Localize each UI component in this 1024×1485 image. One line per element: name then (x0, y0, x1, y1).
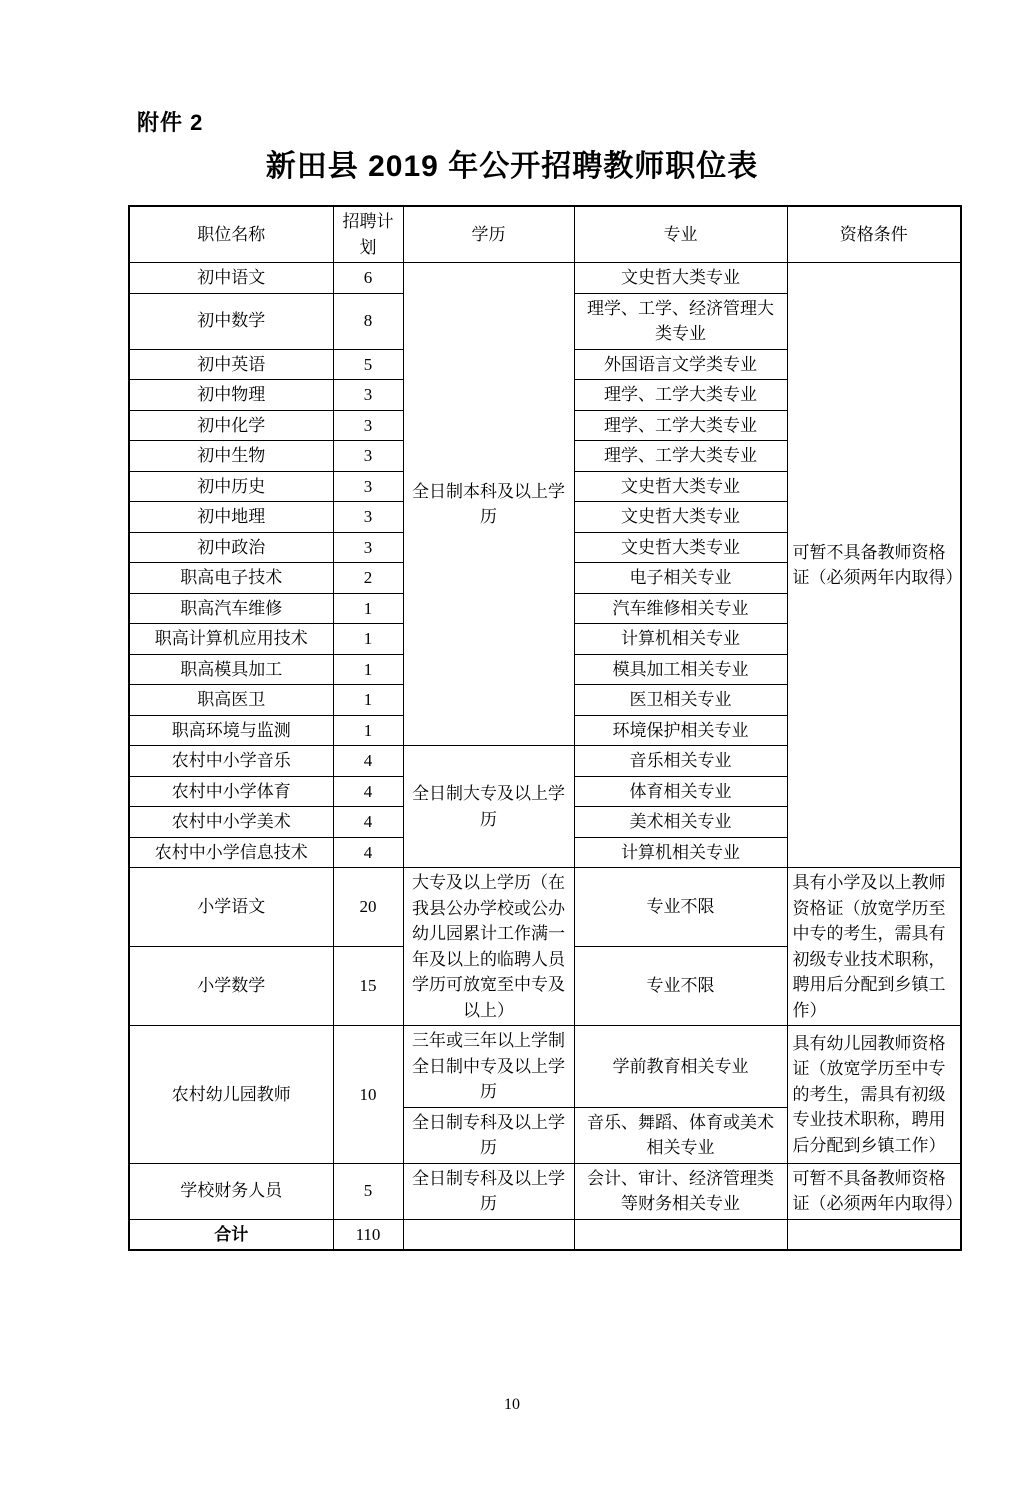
major-cell: 汽车维修相关专业 (574, 593, 787, 624)
plan-count-cell: 15 (333, 947, 403, 1026)
major-cell: 美术相关专业 (574, 807, 787, 838)
education-cell: 大专及以上学历（在我县公办学校或公办幼儿园累计工作满一年及以上的临聘人员学历可放宽至中专及以上） (403, 868, 574, 1026)
qualification-cell: 具有幼儿园教师资格证（放宽学历至中专的考生，需具有初级专业技术职称，聘用后分配到乡镇工作） (787, 1026, 961, 1164)
job-positions-table (128, 205, 962, 1251)
position-name-cell: 初中数学 (129, 293, 333, 349)
plan-count-cell: 6 (333, 263, 403, 294)
major-cell: 理学、工学大类专业 (574, 441, 787, 472)
plan-count-cell: 5 (333, 349, 403, 380)
table-row (129, 1163, 961, 1219)
table-row (129, 1219, 961, 1250)
plan-count-cell: 1 (333, 715, 403, 746)
position-name-cell: 职高汽车维修 (129, 593, 333, 624)
major-cell: 专业不限 (574, 947, 787, 1026)
major-cell: 计算机相关专业 (574, 837, 787, 868)
page-title: 新田县 2019 年公开招聘教师职位表 (265, 150, 759, 183)
major-cell: 理学、工学、经济管理大类专业 (574, 293, 787, 349)
position-name-cell: 学校财务人员 (129, 1163, 333, 1219)
plan-count-cell: 1 (333, 593, 403, 624)
plan-count-cell: 3 (333, 410, 403, 441)
position-name-cell: 初中政治 (129, 532, 333, 563)
position-name-cell: 初中物理 (129, 380, 333, 411)
plan-count-cell: 3 (333, 441, 403, 472)
header-row (129, 206, 961, 263)
plan-count-cell: 5 (333, 1163, 403, 1219)
major-cell: 外国语言文学类专业 (574, 349, 787, 380)
qualification-cell (787, 1219, 961, 1250)
major-cell: 文史哲大类专业 (574, 532, 787, 563)
plan-count-cell: 4 (333, 807, 403, 838)
column-header-position-name: 职位名称 (129, 206, 333, 263)
position-name-cell: 职高环境与监测 (129, 715, 333, 746)
table-row (129, 868, 961, 947)
position-name-cell: 农村幼儿园教师 (129, 1026, 333, 1164)
education-cell: 全日制本科及以上学历 (403, 263, 574, 746)
education-cell: 全日制专科及以上学历 (403, 1107, 574, 1163)
plan-count-cell: 1 (333, 624, 403, 655)
major-cell: 医卫相关专业 (574, 685, 787, 716)
column-header-qualification: 资格条件 (787, 206, 961, 263)
plan-count-cell: 1 (333, 685, 403, 716)
position-name-cell: 职高模具加工 (129, 654, 333, 685)
major-cell: 计算机相关专业 (574, 624, 787, 655)
table-row (129, 263, 961, 294)
position-name-cell: 初中英语 (129, 349, 333, 380)
position-name-cell: 初中地理 (129, 502, 333, 533)
major-cell: 环境保护相关专业 (574, 715, 787, 746)
plan-count-cell: 4 (333, 776, 403, 807)
table-body (129, 263, 961, 1251)
major-cell: 学前教育相关专业 (574, 1026, 787, 1108)
major-cell: 文史哲大类专业 (574, 502, 787, 533)
position-name-cell: 初中化学 (129, 410, 333, 441)
position-name-cell: 初中语文 (129, 263, 333, 294)
qualification-cell: 可暂不具备教师资格证（必须两年内取得） (787, 263, 961, 868)
position-name-cell: 农村中小学信息技术 (129, 837, 333, 868)
major-cell: 文史哲大类专业 (574, 471, 787, 502)
plan-count-cell: 3 (333, 502, 403, 533)
plan-count-cell: 8 (333, 293, 403, 349)
qualification-cell: 具有小学及以上教师资格证（放宽学历至中专的考生，需具有初级专业技术职称，聘用后分配到乡镇工作） (787, 868, 961, 1026)
plan-count-cell: 4 (333, 837, 403, 868)
position-name-cell: 农村中小学音乐 (129, 746, 333, 777)
position-name-cell: 职高计算机应用技术 (129, 624, 333, 655)
major-cell: 文史哲大类专业 (574, 263, 787, 294)
major-cell: 体育相关专业 (574, 776, 787, 807)
plan-count-cell: 20 (333, 868, 403, 947)
major-cell: 音乐、舞蹈、体育或美术相关专业 (574, 1107, 787, 1163)
major-cell: 模具加工相关专业 (574, 654, 787, 685)
column-header-education: 学历 (403, 206, 574, 263)
column-header-plan-count: 招聘计划 (333, 206, 403, 263)
plan-count-cell: 10 (333, 1026, 403, 1164)
position-name-cell: 小学语文 (129, 868, 333, 947)
position-name-cell: 合计 (129, 1219, 333, 1250)
major-cell: 理学、工学大类专业 (574, 380, 787, 411)
position-name-cell: 初中生物 (129, 441, 333, 472)
position-name-cell: 小学数学 (129, 947, 333, 1026)
plan-count-cell: 110 (333, 1219, 403, 1250)
major-cell: 理学、工学大类专业 (574, 410, 787, 441)
major-cell (574, 1219, 787, 1250)
major-cell: 音乐相关专业 (574, 746, 787, 777)
plan-count-cell: 3 (333, 380, 403, 411)
plan-count-cell: 4 (333, 746, 403, 777)
attachment-label: 附件 2 (137, 110, 204, 135)
position-name-cell: 农村中小学美术 (129, 807, 333, 838)
position-name-cell: 初中历史 (129, 471, 333, 502)
column-header-major: 专业 (574, 206, 787, 263)
position-name-cell: 职高医卫 (129, 685, 333, 716)
plan-count-cell: 3 (333, 471, 403, 502)
education-cell: 三年或三年以上学制全日制中专及以上学历 (403, 1026, 574, 1108)
position-name-cell: 职高电子技术 (129, 563, 333, 594)
education-cell: 全日制大专及以上学历 (403, 746, 574, 868)
table-row (129, 1026, 961, 1108)
position-name-cell: 农村中小学体育 (129, 776, 333, 807)
qualification-cell: 可暂不具备教师资格证（必须两年内取得） (787, 1163, 961, 1219)
education-cell: 全日制专科及以上学历 (403, 1163, 574, 1219)
major-cell: 专业不限 (574, 868, 787, 947)
education-cell (403, 1219, 574, 1250)
page-number: 10 (504, 1396, 520, 1413)
plan-count-cell: 2 (333, 563, 403, 594)
major-cell: 会计、审计、经济管理类等财务相关专业 (574, 1163, 787, 1219)
plan-count-cell: 3 (333, 532, 403, 563)
plan-count-cell: 1 (333, 654, 403, 685)
major-cell: 电子相关专业 (574, 563, 787, 594)
